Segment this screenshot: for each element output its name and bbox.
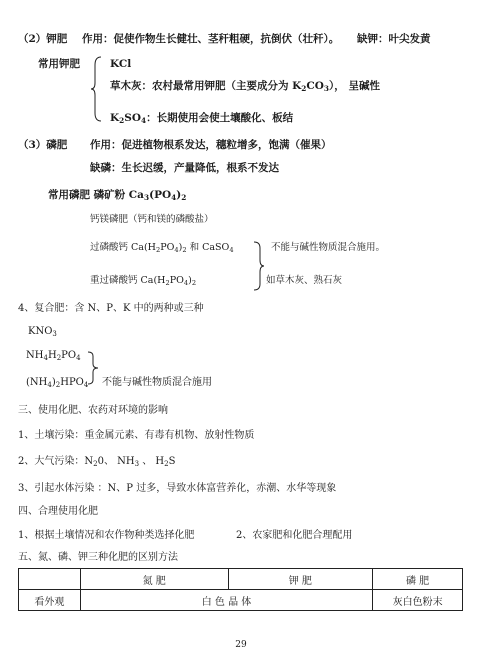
table-header-blank [19, 569, 81, 590]
section-3-heading: 三、使用化肥、农药对环境的影响 [18, 405, 168, 416]
table-header-nitrogen: 氮 肥 [80, 569, 228, 590]
rule-2: 2、农家肥和化肥合理配用 [236, 530, 353, 541]
section-5-heading: 五、氮、磷、钾三种化肥的区别方法 [18, 552, 178, 563]
phosphate-note-examples: 如草木灰、熟石灰 [266, 275, 343, 286]
pollution-soil: 1、土壤污染：重金属元素、有毒有机物、放射性物质 [18, 430, 255, 441]
phosphate-title: （3）磷肥 [18, 139, 68, 151]
phosphate-heavy: 重过磷酸钙 $Ca(H_2PO_4)_2$ [90, 275, 197, 287]
pollution-water: 3、引起水体污染 ：N、P 过多，导致水体富营养化，赤潮、水华等现象 [18, 483, 337, 494]
table-header-phosphate: 磷 肥 [373, 569, 463, 590]
compound-dap: $(NH_4)_2HPO_4$ [26, 377, 89, 389]
potash-common-label: 常用钾肥 [38, 58, 80, 70]
table-cell-p-appearance: 灰白色粉末 [373, 590, 463, 611]
compound-nh4h2po4: $NH_4H_2PO_4$ [26, 350, 81, 362]
phosphate-cmp: 钙镁磷肥（钙和镁的磷酸盐） [90, 214, 214, 225]
table-header-potash: 钾 肥 [228, 569, 373, 590]
section-4-heading: 四、合理使用化肥 [18, 506, 98, 517]
pollution-air: 2、大气污染：$N_20$、 $NH_3$ 、 $H_2S$ [18, 456, 176, 468]
potash-deficiency: 缺钾：叶尖发黄 [357, 33, 431, 45]
phosphate-effect: 作用：促进植物根系发达，穗粒增多，饱满（催果） [90, 139, 332, 151]
table-row-label: 看外观 [19, 590, 81, 611]
table-cell-nk-appearance: 白 色 晶 体 [80, 590, 372, 611]
phosphate-super: 过磷酸钙 $Ca(H_2PO_4)_2$ 和 CaSO$_4$ [90, 242, 234, 254]
phosphate-note-alkaline: 不能与碱性物质混合施用。 [271, 242, 386, 253]
compound-note: 不能与碱性物质混合施用 [102, 377, 212, 388]
rule-1: 1、根据土壤情况和农作物种类选择化肥 [18, 530, 195, 541]
potash-brace [90, 55, 104, 123]
phosphate-rock: 常用磷肥 磷矿粉 $Ca_3(PO_4)_2$ [48, 189, 187, 202]
potash-kcl: KCl [110, 58, 132, 70]
potash-title: （2）钾肥 [18, 33, 68, 45]
fertilizer-comparison-table [18, 568, 463, 611]
compound-title: 4、复合肥：含 N、P、K 中的两种或三种 [18, 303, 204, 314]
page-number: 29 [235, 640, 247, 650]
table-row [19, 590, 463, 611]
compound-kno3: $KNO_3$ [28, 326, 57, 338]
potash-effect: 作用：促使作物生长健壮、茎秆粗硬，抗倒伏（壮秆）。 [82, 33, 340, 45]
phosphate-deficiency: 缺磷：生长迟缓，产量降低，根系不发达 [90, 162, 279, 174]
phosphate-brace [252, 240, 266, 292]
potash-ash: 草木灰：农村最常用钾肥（主要成分为 $K_2CO_3$）， 呈碱性 [110, 80, 380, 93]
potash-k2so4: $K_2SO_4$：长期使用会使土壤酸化、板结 [110, 112, 294, 125]
table-header-row [19, 569, 463, 590]
